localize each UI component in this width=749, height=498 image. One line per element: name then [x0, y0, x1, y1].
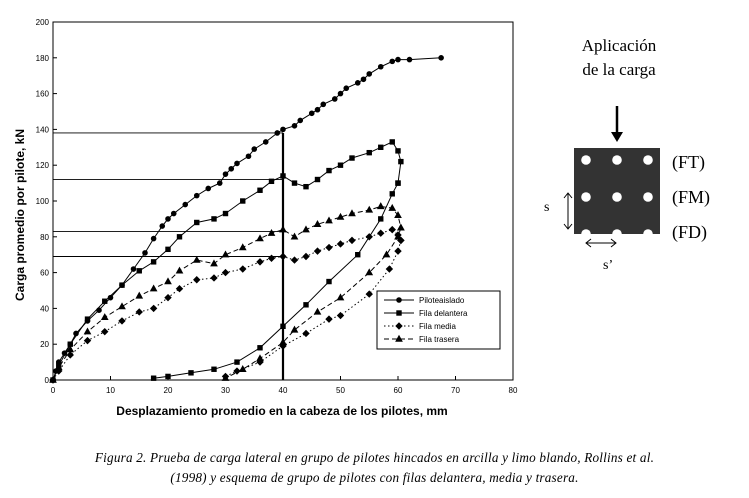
- data-point: [407, 57, 412, 62]
- data-point: [389, 227, 395, 233]
- data-point: [151, 305, 157, 311]
- data-point: [379, 217, 383, 221]
- data-point: [321, 102, 326, 107]
- y-tick-label: 200: [35, 18, 49, 27]
- x-tick-label: 40: [278, 386, 288, 395]
- data-point: [137, 269, 141, 273]
- data-point: [303, 330, 309, 336]
- series-line: [53, 230, 401, 380]
- data-point: [327, 279, 331, 283]
- data-point: [166, 374, 170, 378]
- series-line: [226, 228, 401, 378]
- x-tick-label: 80: [508, 386, 518, 395]
- data-point: [160, 224, 165, 229]
- pile-icon: [643, 229, 653, 239]
- data-point: [257, 235, 263, 240]
- data-point: [315, 107, 320, 112]
- data-point: [240, 244, 246, 249]
- data-point: [395, 248, 401, 254]
- data-point: [292, 234, 298, 239]
- schematic-title-line1: Aplicación: [581, 36, 657, 55]
- s-prime-spacing-label: s’: [603, 258, 614, 273]
- series-line: [154, 183, 398, 378]
- data-point: [151, 236, 156, 241]
- data-point: [280, 253, 286, 259]
- y-tick-label: 140: [35, 125, 49, 135]
- data-point: [171, 211, 176, 216]
- x-tick-label: 50: [336, 386, 345, 395]
- legend-label: Fila media: [419, 322, 456, 331]
- data-point: [136, 309, 142, 315]
- data-point: [281, 174, 285, 178]
- data-point: [194, 257, 200, 262]
- data-point: [338, 241, 344, 247]
- data-point: [292, 327, 298, 332]
- pile-icon: [643, 192, 653, 202]
- load-arrow-head-icon: [611, 132, 623, 142]
- data-point: [257, 259, 263, 265]
- data-point: [396, 181, 400, 185]
- pile-group-schematic: [540, 100, 680, 280]
- data-point: [390, 192, 394, 196]
- pile-icon: [581, 155, 591, 165]
- data-point: [257, 355, 263, 360]
- data-point: [326, 245, 332, 251]
- x-axis-label: Desplazamiento promedio en la cabeza de los pilotes, mm: [116, 404, 448, 418]
- x-tick-label: 0: [50, 386, 56, 395]
- y-tick-label: 60: [40, 268, 49, 278]
- series-2: [50, 227, 404, 383]
- data-point: [327, 168, 331, 172]
- data-point: [258, 188, 262, 192]
- pile-icon: [643, 155, 653, 165]
- data-point: [151, 376, 155, 380]
- data-point: [304, 184, 308, 188]
- data-point: [378, 64, 383, 69]
- y-axis-label: Carga promedio por pilote, kN: [13, 128, 27, 302]
- data-point: [344, 86, 349, 91]
- data-point: [241, 199, 245, 203]
- data-point: [85, 328, 91, 333]
- data-point: [212, 217, 216, 221]
- data-point: [275, 131, 280, 136]
- data-point: [194, 277, 200, 283]
- data-point: [390, 140, 394, 144]
- data-point: [166, 217, 171, 222]
- data-point: [258, 346, 262, 350]
- data-point: [396, 57, 401, 62]
- data-point: [303, 253, 309, 259]
- row-label-fd: (FD): [672, 222, 707, 242]
- data-point: [131, 267, 136, 272]
- data-point: [143, 251, 148, 256]
- data-point: [379, 145, 383, 149]
- data-point: [223, 172, 228, 177]
- data-point: [211, 275, 217, 281]
- pile-icon: [612, 192, 622, 202]
- data-point: [102, 314, 108, 319]
- data-point: [281, 127, 286, 132]
- y-tick-label: 160: [35, 89, 49, 99]
- y-tick-label: 40: [40, 304, 49, 314]
- data-point: [315, 248, 321, 254]
- data-point: [367, 72, 372, 77]
- data-point: [361, 77, 366, 82]
- data-point: [281, 324, 285, 328]
- data-point: [315, 177, 319, 181]
- row-label-ft: (FT): [672, 152, 705, 172]
- legend-label: Fila delantera: [419, 309, 468, 318]
- data-point: [189, 371, 193, 375]
- data-point: [85, 317, 89, 321]
- data-point: [165, 295, 171, 301]
- data-point: [206, 186, 211, 191]
- x-tick-label: 60: [393, 386, 403, 395]
- data-point: [120, 283, 124, 287]
- data-point: [212, 367, 216, 371]
- data-point: [223, 270, 229, 276]
- data-point: [398, 225, 404, 230]
- data-point: [183, 202, 188, 207]
- data-point: [292, 257, 298, 263]
- data-point: [223, 211, 227, 215]
- data-point: [292, 181, 296, 185]
- data-point: [292, 124, 297, 129]
- data-point: [240, 266, 246, 272]
- data-point: [240, 366, 246, 371]
- data-point: [151, 286, 157, 291]
- data-point: [355, 81, 360, 86]
- series-line: [53, 206, 401, 380]
- data-point: [103, 299, 107, 303]
- data-point: [246, 154, 251, 159]
- data-point: [332, 97, 337, 102]
- data-point: [263, 140, 268, 145]
- data-point: [195, 220, 199, 224]
- data-point: [338, 91, 343, 96]
- data-point: [386, 266, 392, 272]
- series-line: [53, 142, 401, 380]
- data-point: [177, 235, 181, 239]
- data-point: [366, 207, 372, 212]
- data-point: [177, 268, 183, 273]
- pile-icon: [581, 229, 591, 239]
- data-point: [390, 59, 395, 64]
- figure-caption: [0, 448, 749, 488]
- data-point: [211, 260, 217, 265]
- y-tick-label: 20: [40, 340, 49, 350]
- x-tick-label: 20: [163, 386, 173, 395]
- x-tick-label: 70: [451, 386, 460, 395]
- legend: [377, 291, 500, 349]
- data-point: [338, 163, 342, 167]
- data-point: [235, 161, 240, 166]
- data-point: [326, 316, 332, 322]
- data-point: [396, 149, 400, 153]
- y-tick-label: 0: [44, 376, 49, 385]
- y-tick-label: 120: [35, 161, 49, 171]
- y-tick-label: 100: [35, 197, 49, 206]
- data-point: [280, 226, 286, 231]
- data-point: [235, 360, 239, 364]
- schematic-title: [560, 34, 678, 82]
- x-tick-label: 10: [106, 386, 115, 395]
- pile-icon: [612, 155, 622, 165]
- y-tick-label: 180: [35, 53, 49, 63]
- row-label-fm: (FM): [672, 187, 711, 207]
- series-3: [50, 203, 404, 382]
- x-tick-label: 30: [221, 386, 230, 395]
- s-spacing-label: s: [544, 200, 550, 215]
- caption-line-2: (1998) y esquema de grupo de pilotes con filas delantera, media y trasera.: [170, 470, 579, 485]
- data-point: [194, 193, 199, 198]
- pile-icon: [612, 229, 622, 239]
- data-point: [356, 253, 360, 257]
- caption-line-1: Figura 2. Prueba de carga lateral en grupo de pilotes hincados en arcilla y limo blando, Rollins et al.: [94, 450, 655, 465]
- data-point: [269, 179, 273, 183]
- data-point: [378, 203, 384, 208]
- schematic-title-line2: de la carga: [582, 60, 656, 79]
- data-point: [399, 159, 403, 163]
- data-point: [439, 56, 444, 61]
- data-point: [309, 111, 314, 116]
- data-point: [217, 181, 222, 186]
- legend-label: Piloteaislado: [419, 296, 465, 305]
- pile-icon: [581, 192, 591, 202]
- legend-label: Fila trasera: [419, 335, 460, 344]
- data-point: [298, 118, 303, 123]
- data-point: [102, 329, 108, 335]
- data-point: [136, 293, 142, 298]
- data-point: [119, 318, 125, 324]
- data-point: [166, 247, 170, 251]
- data-point: [349, 237, 355, 243]
- series-line: [226, 240, 401, 376]
- data-point: [165, 278, 171, 283]
- data-point: [304, 303, 308, 307]
- data-point: [229, 166, 234, 171]
- data-point: [378, 230, 384, 236]
- data-point: [350, 156, 354, 160]
- data-point: [367, 150, 371, 154]
- data-point: [119, 303, 125, 308]
- data-point: [85, 338, 91, 344]
- data-point: [315, 309, 321, 314]
- legend-marker: [397, 311, 401, 315]
- data-point: [252, 147, 257, 152]
- legend-marker: [397, 298, 402, 303]
- data-point: [151, 260, 155, 264]
- y-tick-label: 80: [40, 232, 49, 242]
